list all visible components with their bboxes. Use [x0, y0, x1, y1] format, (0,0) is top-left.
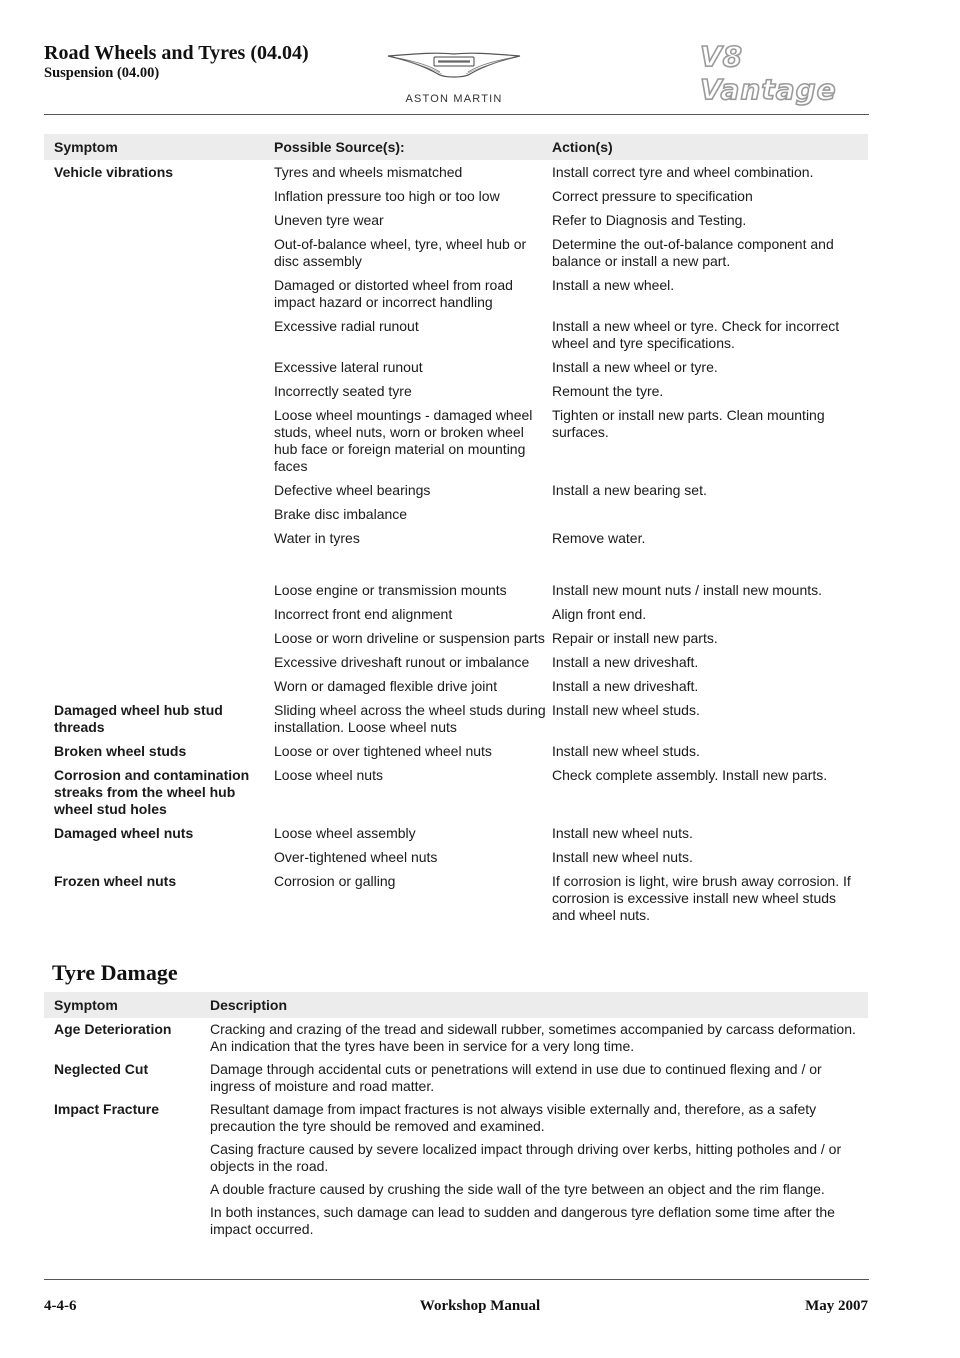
source-cell: Over-tightened wheel nuts [274, 849, 438, 865]
symptom-cell [44, 379, 274, 403]
tyre-damage-table [44, 992, 868, 1241]
symptom-cell: Frozen wheel nuts [54, 873, 177, 889]
source-cell: Loose wheel mountings - damaged wheel studs, wheel nuts, worn or broken wheel hub face or foreign material on mounting faces [274, 407, 533, 474]
action-cell: Remount the tyre. [552, 383, 664, 399]
symptom-table-body [44, 160, 868, 927]
action-cell: Install new mount nuts / install new mounts. [552, 582, 823, 598]
source-cell: Tyres and wheels mismatched [274, 164, 463, 180]
symptom-cell: Vehicle vibrations [54, 164, 174, 180]
table-row [44, 502, 868, 526]
action-cell: Remove water. [552, 530, 646, 546]
action-cell: Refer to Diagnosis and Testing. [552, 212, 747, 228]
symptom-cell [44, 478, 274, 502]
symptom-cell: Corrosion and contamination streaks from the wheel hub wheel stud holes [54, 767, 250, 817]
model-name: V8 Vantage [700, 40, 837, 106]
action-cell: Install new wheel studs. [552, 743, 700, 759]
page-number: 4-4-6 [44, 1298, 77, 1314]
source-cell: Excessive radial runout [274, 318, 419, 334]
header-divider [44, 114, 869, 115]
description-cell: Damage through accidental cuts or penetrations will extend in use due to continued flexing and / or ingress of moisture and road matter. [210, 1061, 822, 1094]
symptom-cell [44, 1178, 210, 1201]
tyre-damage-table-body [44, 1018, 868, 1241]
table-row [44, 1098, 868, 1138]
table-row [44, 273, 868, 314]
symptom-cell [44, 355, 274, 379]
column-header-action: Action(s) [552, 134, 868, 160]
action-cell: Install a new driveshaft. [552, 678, 699, 694]
symptom-cell [44, 578, 274, 602]
column-header-description: Description [210, 992, 868, 1018]
source-cell: Defective wheel bearings [274, 482, 431, 498]
table-row [44, 626, 868, 650]
symptom-cell: Impact Fracture [54, 1101, 160, 1117]
action-cell: Tighten or install new parts. Clean mounting surfaces. [552, 407, 825, 440]
source-cell: Uneven tyre wear [274, 212, 384, 228]
manual-title: Workshop Manual [419, 1298, 541, 1314]
source-cell: Corrosion or galling [274, 873, 396, 889]
action-cell: Align front end. [552, 606, 647, 622]
column-header-symptom: Symptom [44, 992, 210, 1018]
table-row [44, 578, 868, 602]
model-logo [700, 40, 870, 106]
symptom-cell: Neglected Cut [54, 1061, 149, 1077]
table-row [44, 1058, 868, 1098]
source-cell: Incorrect front end alignment [274, 606, 453, 622]
table-row [44, 526, 868, 550]
table-row [44, 160, 868, 184]
symptom-cell [44, 526, 274, 550]
symptom-cell: Age Deterioration [54, 1021, 172, 1037]
source-cell: Brake disc imbalance [274, 506, 408, 522]
table-row [44, 1018, 868, 1058]
symptom-cell [44, 650, 274, 674]
symptom-cell [44, 674, 274, 698]
source-cell: Loose wheel assembly [274, 825, 416, 841]
source-cell: Excessive driveshaft runout or imbalance [274, 654, 530, 670]
section-title: Road Wheels and Tyres (04.04) [44, 42, 309, 64]
section-subtitle: Suspension (04.00) [44, 65, 160, 81]
action-cell: Install a new wheel or tyre. [552, 359, 718, 375]
source-cell: Loose wheel nuts [274, 767, 383, 783]
table-row [44, 763, 868, 821]
table-header-row [44, 992, 868, 1018]
header-titles [44, 42, 309, 82]
action-cell: Install correct tyre and wheel combination. [552, 164, 814, 180]
table-row [44, 845, 868, 869]
table-row [44, 1138, 868, 1178]
publication-date: May 2007 [805, 1298, 868, 1314]
symptom-cell [44, 208, 274, 232]
source-cell: Worn or damaged flexible drive joint [274, 678, 498, 694]
action-cell: Check complete assembly. Install new parts. [552, 767, 828, 783]
symptom-cell [44, 1201, 210, 1241]
symptom-cell [44, 314, 274, 355]
source-cell: Loose engine or transmission mounts [274, 582, 507, 598]
table-row [44, 1201, 868, 1241]
source-cell: Excessive lateral runout [274, 359, 423, 375]
table-row [44, 821, 868, 845]
description-cell: A double fracture caused by crushing the side wall of the tyre between an object and the rim flange. [210, 1181, 825, 1197]
source-cell: Inflation pressure too high or too low [274, 188, 500, 204]
table-row [44, 1178, 868, 1201]
table-row [44, 184, 868, 208]
action-cell: Install a new wheel or tyre. Check for incorrect wheel and tyre specifications. [552, 318, 840, 351]
table-row [44, 698, 868, 739]
table-row [44, 674, 868, 698]
spacer-row [44, 550, 868, 578]
symptom-cell [44, 626, 274, 650]
action-cell: Install a new driveshaft. [552, 654, 699, 670]
source-cell: Loose or worn driveline or suspension parts [274, 630, 545, 646]
symptom-cell: Broken wheel studs [54, 743, 187, 759]
table-row [44, 869, 868, 927]
symptom-cell [44, 502, 274, 526]
table-row [44, 403, 868, 478]
source-cell: Sliding wheel across the wheel studs during installation. Loose wheel nuts [274, 702, 546, 735]
action-cell: Install a new bearing set. [552, 482, 707, 498]
symptom-cell: Damaged wheel nuts [54, 825, 194, 841]
table-row [44, 232, 868, 273]
action-cell: If corrosion is light, wire brush away corrosion. If corrosion is excessive install new wheel studs and wheel nuts. [552, 873, 851, 923]
table-row [44, 739, 868, 763]
column-header-symptom: Symptom [44, 134, 274, 160]
table-row [44, 208, 868, 232]
table-row [44, 478, 868, 502]
column-header-source: Possible Source(s): [274, 134, 552, 160]
action-cell: Install new wheel nuts. [552, 825, 693, 841]
source-cell: Water in tyres [274, 530, 360, 546]
symptom-cell [44, 845, 274, 869]
table-header-row [44, 134, 868, 160]
footer-divider [44, 1279, 869, 1280]
symptom-cell [44, 602, 274, 626]
source-cell: Loose or over tightened wheel nuts [274, 743, 492, 759]
brand-name: ASTON MARTIN [405, 93, 503, 105]
action-cell: Correct pressure to specification [552, 188, 753, 204]
tyre-damage-heading: Tyre Damage [52, 960, 178, 985]
action-cell: Repair or install new parts. [552, 630, 718, 646]
table-row [44, 379, 868, 403]
description-cell: Resultant damage from impact fractures is not always visible externally and, therefore, as a safety precaution the tyre should be removed and examined. [210, 1101, 817, 1134]
action-cell: Install new wheel nuts. [552, 849, 693, 865]
table-row [44, 314, 868, 355]
source-cell: Out-of-balance wheel, tyre, wheel hub or disc assembly [274, 236, 527, 269]
action-cell: Determine the out-of-balance component and balance or install a new part. [552, 236, 834, 269]
action-cell: Install new wheel studs. [552, 702, 700, 718]
source-cell: Damaged or distorted wheel from road impact hazard or incorrect handling [274, 277, 513, 310]
description-cell: Casing fracture caused by severe localized impact through driving over kerbs, hitting potholes and / or objects in the road. [210, 1141, 842, 1174]
symptom-cell [44, 403, 274, 478]
table-row [44, 650, 868, 674]
symptom-cell [44, 273, 274, 314]
symptom-cell [44, 1138, 210, 1178]
symptom-table [44, 134, 868, 927]
symptom-cell [44, 184, 274, 208]
description-cell: Cracking and crazing of the tread and sidewall rubber, sometimes accompanied by carcass deformation. An indication that the tyres have been in service for a very long time. [210, 1021, 856, 1054]
source-cell: Incorrectly seated tyre [274, 383, 412, 399]
action-cell: Install a new wheel. [552, 277, 675, 293]
symptom-cell [44, 232, 274, 273]
description-cell: In both instances, such damage can lead to sudden and dangerous tyre deflation some time after the impact occurred. [210, 1204, 835, 1237]
table-row [44, 602, 868, 626]
table-row [44, 355, 868, 379]
action-cell [552, 502, 868, 526]
symptom-cell: Damaged wheel hub stud threads [54, 702, 223, 735]
